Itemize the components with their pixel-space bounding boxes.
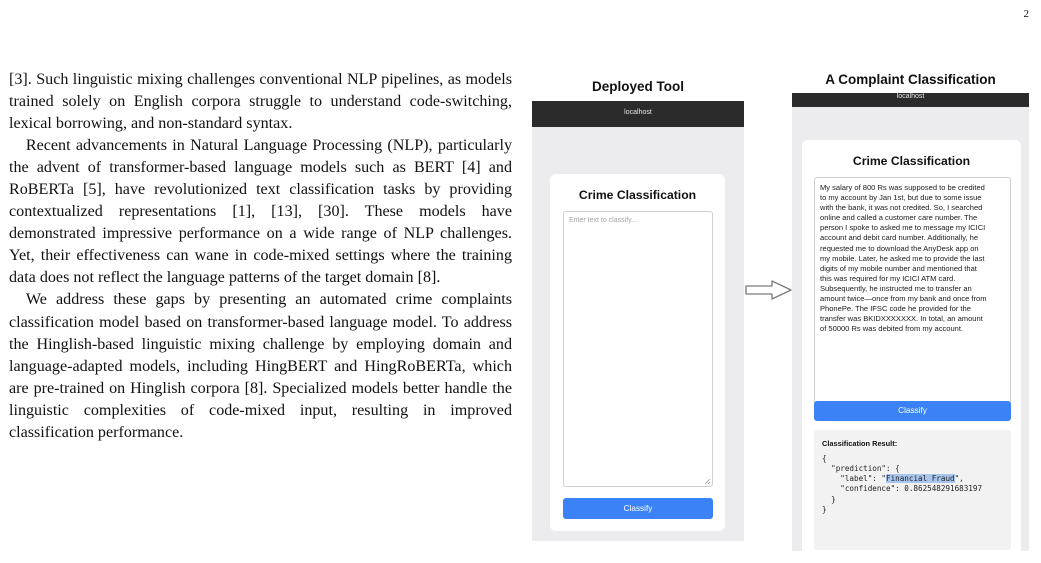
complaint-input[interactable]: [563, 211, 713, 487]
card-title: Crime Classification: [852, 154, 971, 168]
result-heading: Classification Result:: [822, 439, 898, 448]
right-arrow-icon: [744, 279, 794, 301]
result-json: [822, 454, 982, 515]
json-label-prefix: "label": ": [822, 474, 887, 484]
json-close: }: [822, 504, 827, 514]
predicted-label: Financial Fraud: [886, 474, 955, 484]
classify-button[interactable]: Classify: [563, 498, 713, 519]
paragraph-2: Recent advancements in Natural Language Processing (NLP), particularly the advent of transformer-based language models such as BERT [4] and RoBERTa [5], have revolutionized text classification tasks by providing contextualized representations [1], [13], [30]. These models have demonstrated impressive performance on a wide range of NLP challenges. Yet, their effectiveness can wane in code-mixed settings where the training data does not reflect the language patterns of the target domain [8].: [9, 137, 512, 287]
page-number: 2: [1023, 8, 1029, 20]
paragraph-1: [3]. Such linguistic mixing challenges conventional NLP pipelines, as models trained solely on English corpora struggle to understand code-switching, lexical borrowing, and non-standard syntax.: [9, 71, 512, 133]
json-label-suffix: ",: [954, 474, 964, 484]
complaint-classification-title: A Complaint Classification: [825, 72, 996, 87]
deployed-tool-screenshot: [532, 101, 744, 541]
classify-button[interactable]: Classify: [814, 401, 1011, 421]
json-inner-close: }: [822, 494, 836, 504]
complaint-classification-screenshot: [792, 93, 1029, 551]
deployed-tool-title: Deployed Tool: [591, 79, 684, 94]
card-title: Crime Classification: [578, 188, 697, 202]
complaint-text: My salary of 800 Rs was supposed to be credited to my account by Jan 1st, but due to some issue with the bank, it was not credited. So, I searched online and called a customer care number. The person I spoke to asked me to message my ICICI account and debit card number. Additionally, he requested me to download the AnyDesk app on my mobile. Later, he asked me to provide the last digits of my mobile number and mentioned that this was required for my ICICI ATM card. Subsequently, he instructed me to transfer an amount twice—once from my bank and once from PhonePe. The IFSC code he provided for the transfer was BKIDXXXXXXX. In total, an amount of 50000 Rs was debited from my account.: [820, 183, 987, 334]
body-text: [9, 69, 512, 444]
complaint-textarea[interactable]: [814, 177, 1011, 418]
paragraph-3: We address these gaps by presenting an automated crime complaints classification model based on transformer-based language model. To address the Hinglish-based linguistic mixing challenge by employing domain and language-adapted models, including HingBERT and HingRoBERTa, which are pre-trained on Hinglish corpora [8]. Specialized models better handle the linguistic complexities of code-mixed input, resulting in improved classification performance.: [9, 291, 512, 441]
json-prediction-line: "prediction": {: [822, 464, 900, 474]
crime-classification-card: [802, 140, 1021, 551]
browser-url-bar[interactable]: localhost: [792, 93, 1029, 107]
browser-url-bar[interactable]: localhost: [532, 101, 744, 127]
crime-classification-card: [550, 174, 725, 531]
classification-result-box: [814, 430, 1011, 550]
json-confidence-line: "confidence": 0.862548291683197: [822, 484, 983, 494]
resize-handle-icon[interactable]: [705, 479, 710, 484]
input-placeholder: Enter text to classify...: [569, 217, 637, 224]
json-open: {: [822, 454, 827, 463]
